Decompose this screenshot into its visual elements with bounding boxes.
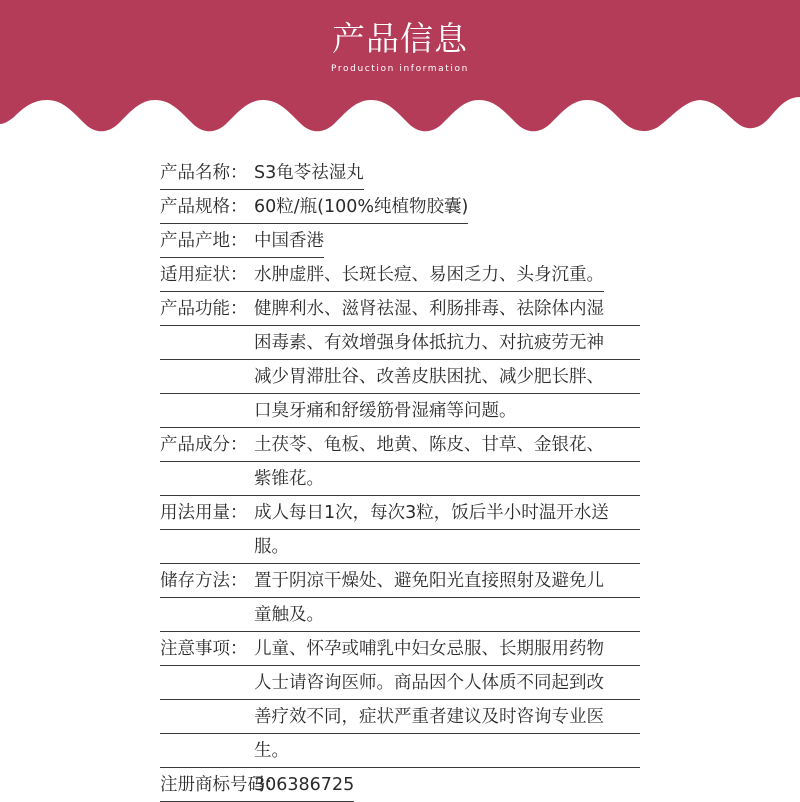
info-row-value-column <box>254 428 640 496</box>
info-label-underline <box>160 326 254 360</box>
info-row <box>160 632 640 768</box>
info-value-line: 减少胃滞肚谷、改善皮肤困扰、减少肥长胖、 <box>254 360 640 394</box>
info-row-label-column <box>160 190 254 224</box>
info-value-line: 紫锥花。 <box>254 462 640 496</box>
info-row-value-column <box>254 190 468 224</box>
info-value-line: 健脾利水、滋肾祛湿、利肠排毒、祛除体内湿 <box>254 292 640 326</box>
info-row-value-column <box>254 632 640 768</box>
info-row-label-column <box>160 496 254 564</box>
info-value-line: 生。 <box>254 734 640 768</box>
info-label-underline <box>160 666 254 700</box>
info-value-line: 水肿虚胖、长斑长痘、易困乏力、头身沉重。 <box>254 258 604 292</box>
info-value-line: 儿童、怀孕或哺乳中妇女忌服、长期服用药物 <box>254 632 640 666</box>
info-row-value-column <box>254 156 364 190</box>
info-row <box>160 224 640 258</box>
info-row-label-column <box>160 292 254 428</box>
info-label-underline <box>160 734 254 768</box>
info-row-label-column <box>160 156 254 190</box>
info-row-value-column <box>254 292 640 428</box>
info-label: 产品产地： <box>160 224 254 258</box>
info-label-underline <box>160 700 254 734</box>
info-row-label-column <box>160 564 254 632</box>
info-label-underline <box>160 360 254 394</box>
info-row-label-column <box>160 428 254 496</box>
info-row-value-column <box>254 496 640 564</box>
info-value-line: 困毒素、有效增强身体抵抗力、对抗疲劳无神 <box>254 326 640 360</box>
info-value-line: 善疗效不同，症状严重者建议及时咨询专业医 <box>254 700 640 734</box>
info-value-line: 人士请咨询医师。商品因个人体质不同起到改 <box>254 666 640 700</box>
page-subtitle: Production information <box>331 64 469 74</box>
info-label: 储存方法： <box>160 564 254 598</box>
info-row-value-column <box>254 224 324 258</box>
info-label: 用法用量： <box>160 496 254 530</box>
info-row <box>160 496 640 564</box>
info-label-underline <box>160 394 254 428</box>
info-row <box>160 564 640 632</box>
info-value-line: S3龟苓祛湿丸 <box>254 156 364 190</box>
info-value-line: 土茯苓、龟板、地黄、陈皮、甘草、金银花、 <box>254 428 640 462</box>
info-row-value-column <box>254 768 354 802</box>
info-row <box>160 768 640 802</box>
info-row-value-column <box>254 258 604 292</box>
info-value-line: 口臭牙痛和舒缓筋骨湿痛等问题。 <box>254 394 640 428</box>
page-title: 产品信息 <box>332 19 468 58</box>
info-value-line: 306386725 <box>254 768 354 802</box>
info-row <box>160 190 640 224</box>
info-row <box>160 156 640 190</box>
info-row <box>160 258 640 292</box>
info-value-line: 置于阴凉干燥处、避免阳光直接照射及避免儿 <box>254 564 640 598</box>
info-row-value-column <box>254 564 640 632</box>
info-label: 产品成分： <box>160 428 254 462</box>
info-row-label-column <box>160 632 254 768</box>
info-label: 注册商标号码： <box>160 768 254 802</box>
info-label: 适用症状： <box>160 258 254 292</box>
info-row <box>160 428 640 496</box>
info-label-underline <box>160 462 254 496</box>
info-label-underline <box>160 530 254 564</box>
info-value-line: 中国香港 <box>254 224 324 258</box>
info-row <box>160 292 640 428</box>
info-label-underline <box>160 598 254 632</box>
info-label: 产品名称： <box>160 156 254 190</box>
info-row-label-column <box>160 224 254 258</box>
info-value-line: 童触及。 <box>254 598 640 632</box>
info-label: 产品规格： <box>160 190 254 224</box>
info-value-line: 成人每日1次，每次3粒，饭后半小时温开水送 <box>254 496 640 530</box>
info-value-line: 60粒/瓶(100%纯植物胶囊) <box>254 190 468 224</box>
info-label: 产品功能： <box>160 292 254 326</box>
info-value-line: 服。 <box>254 530 640 564</box>
header-banner <box>0 0 800 140</box>
product-info-list <box>160 156 640 802</box>
info-row-label-column <box>160 258 254 292</box>
info-row-label-column <box>160 768 283 802</box>
info-label: 注意事项： <box>160 632 254 666</box>
